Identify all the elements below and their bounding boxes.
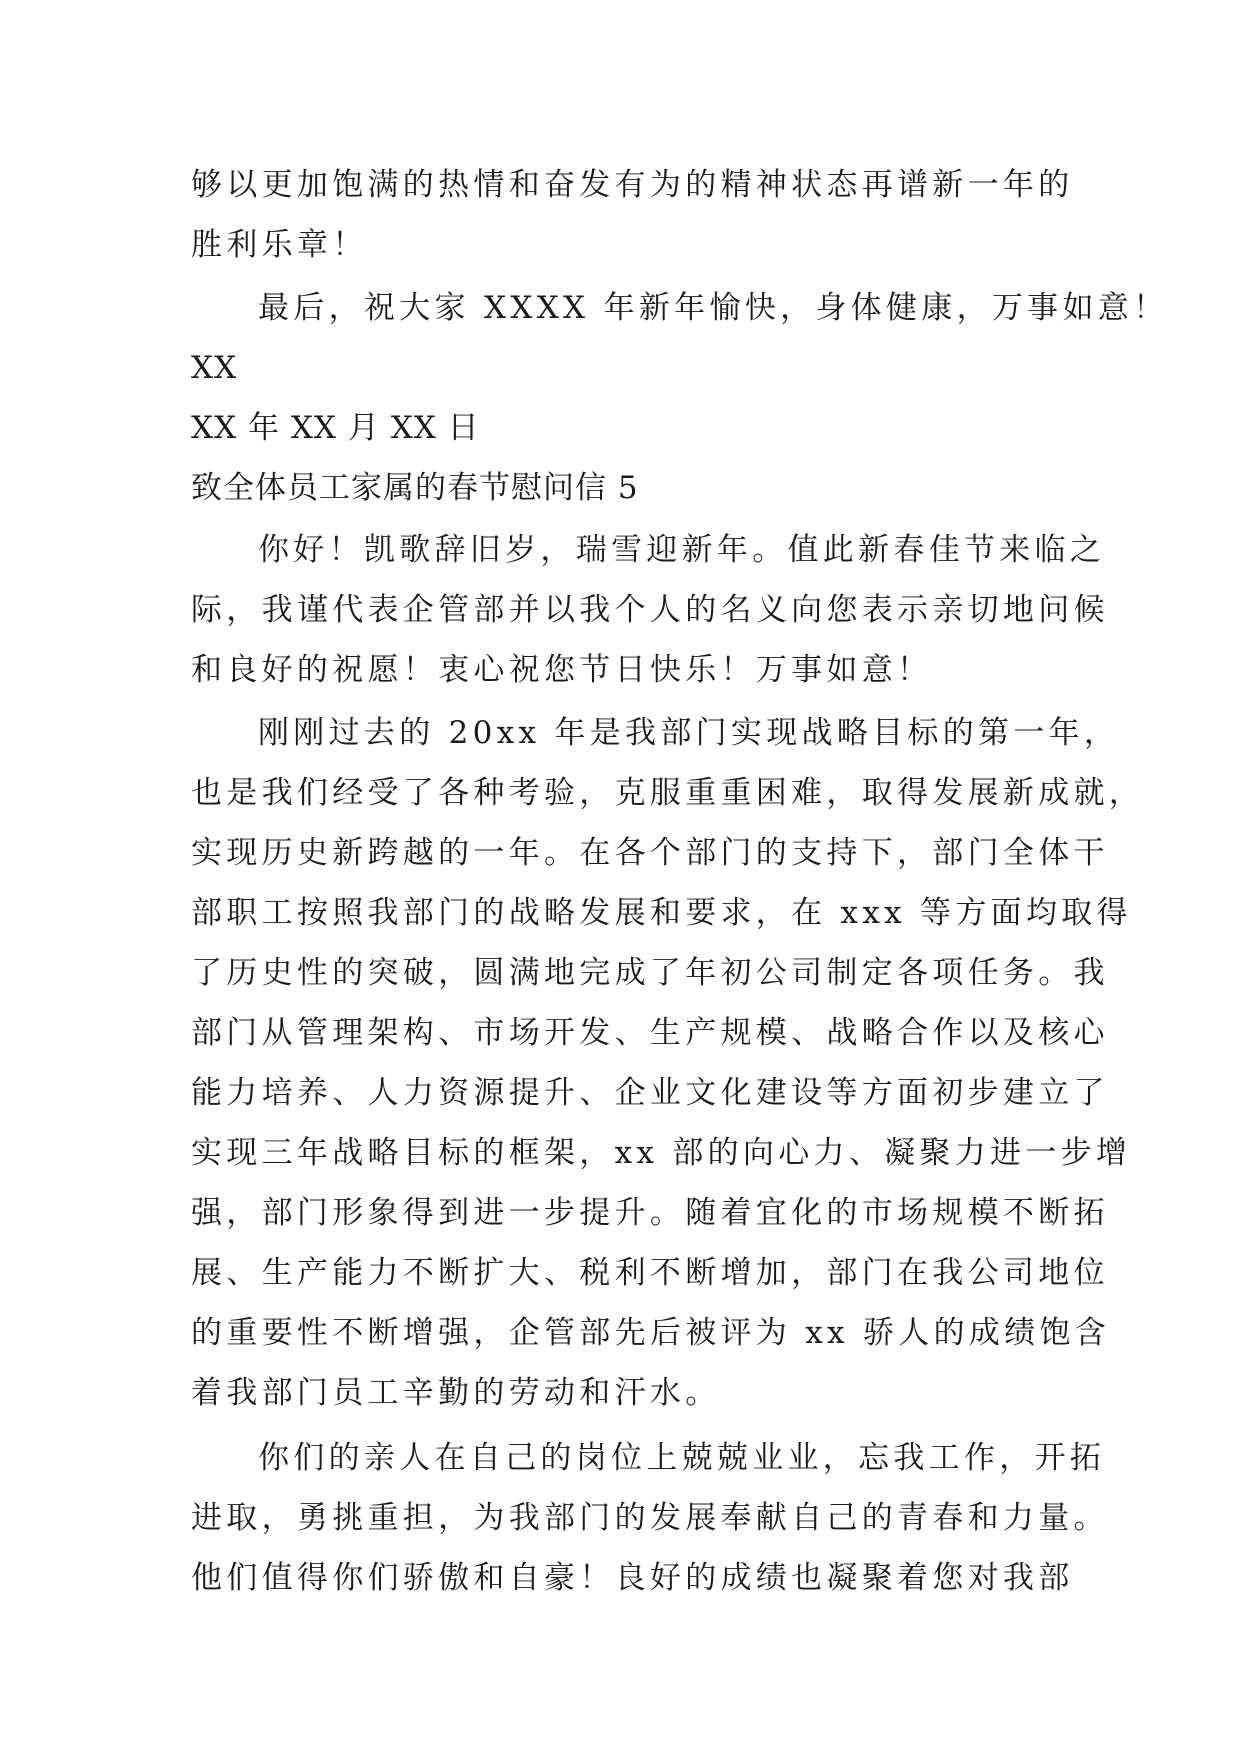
body-text-line: 实现三年战略目标的框架，xx 部的向心力、凝聚力进一步增	[191, 1135, 1132, 1171]
body-text-line: 强，部门形象得到进一步提升。随着宜化的市场规模不断拓	[191, 1195, 1109, 1231]
body-text-line: 进取，勇挑重担，为我部门的发展奉献自己的青春和力量。	[191, 1500, 1109, 1536]
signature-name: XX	[191, 350, 238, 386]
closing-wish-line: 最后，祝大家 XXXX 年新年愉快，身体健康，万事如意！	[258, 290, 1169, 326]
body-text-line: 你好！凯歌辞旧岁，瑞雪迎新年。值此新春佳节来临之	[258, 532, 1106, 568]
body-text-line: 的重要性不断增强，企管部先后被评为 xx 骄人的成绩饱含	[191, 1315, 1111, 1351]
body-text-line: 了历史性的突破，圆满地完成了年初公司制定各项任务。我	[191, 955, 1109, 991]
body-text-line: 际，我谨代表企管部并以我个人的名义向您表示亲切地问候	[191, 592, 1109, 628]
body-text-line: 实现历史新跨越的一年。在各个部门的支持下，部门全体干	[191, 835, 1109, 871]
body-text-line: 着我部门员工辛勤的劳动和汗水。	[191, 1375, 721, 1411]
body-text-line: 胜利乐章！	[191, 227, 368, 263]
letter-title: 致全体员工家属的春节慰问信 5	[191, 470, 639, 506]
body-text-line: 展、生产能力不断扩大、税利不断增加，部门在我公司地位	[191, 1255, 1109, 1291]
body-text-line: 能力培养、人力资源提升、企业文化建设等方面初步建立了	[191, 1075, 1109, 1111]
body-text-line: 和良好的祝愿！衷心祝您节日快乐！万事如意！	[191, 652, 933, 688]
body-text-line: 他们值得你们骄傲和自豪！良好的成绩也凝聚着您对我部	[191, 1560, 1074, 1596]
body-text-line: 也是我们经受了各种考验，克服重重困难，取得发展新成就，	[191, 775, 1145, 811]
body-text-line: 部门从管理架构、市场开发、生产规模、战略合作以及核心	[191, 1015, 1109, 1051]
signature-date: XX 年 XX 月 XX 日	[191, 410, 480, 446]
body-text-line: 你们的亲人在自己的岗位上兢兢业业，忘我工作，开拓	[258, 1440, 1106, 1476]
body-text-line: 刚刚过去的 20xx 年是我部门实现战略目标的第一年，	[258, 715, 1120, 751]
body-text-line: 够以更加饱满的热情和奋发有为的精神状态再谱新一年的	[191, 167, 1074, 203]
body-text-line: 部职工按照我部门的战略发展和要求，在 xxx 等方面均取得	[191, 895, 1132, 931]
